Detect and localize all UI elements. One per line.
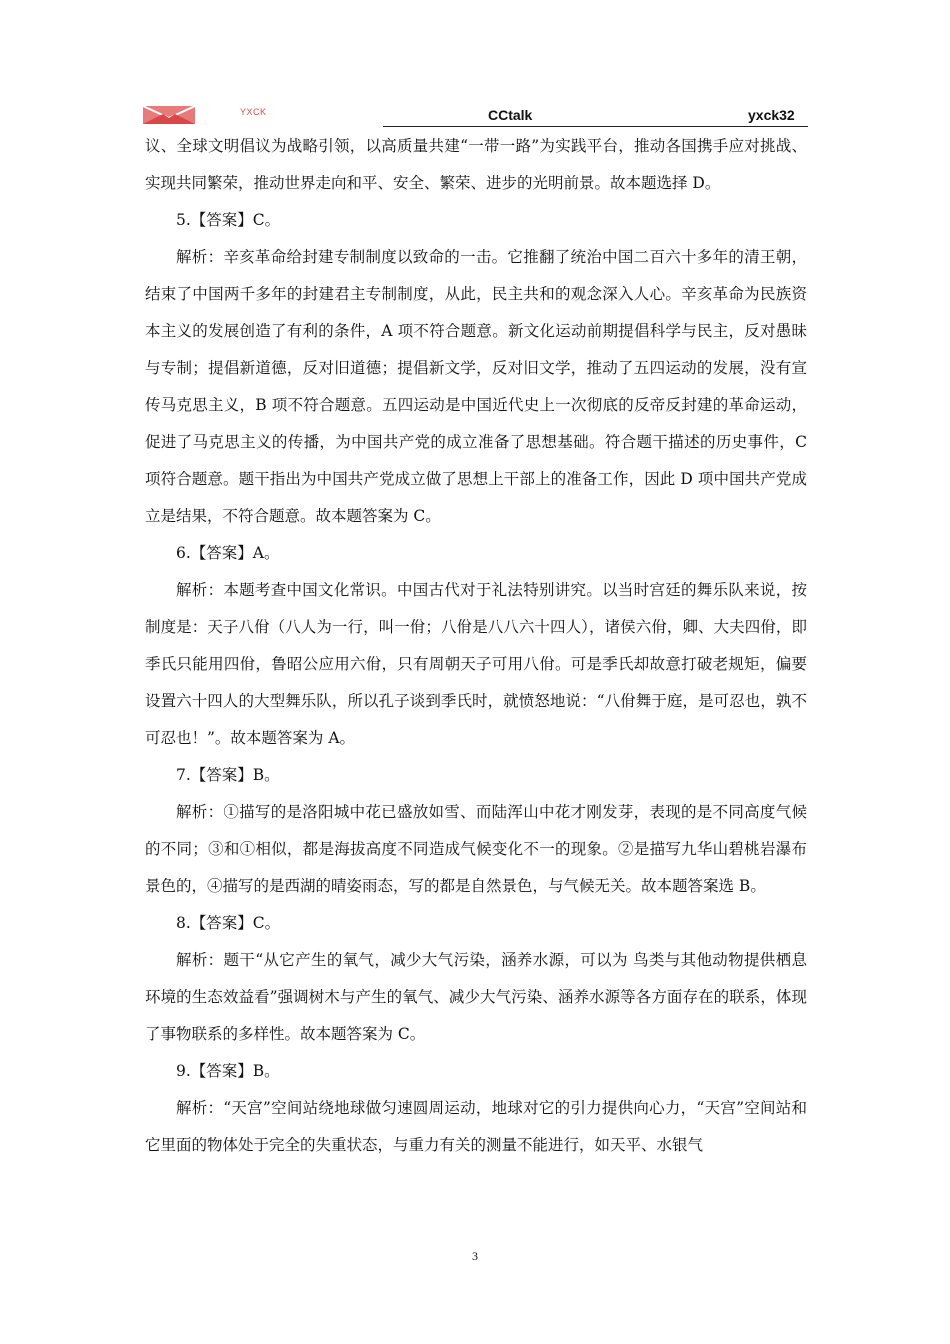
page-header [0,100,950,130]
answer-8: 8.【答案】C。 [176,914,281,932]
header-center-text: CCtalk [488,107,533,123]
answer-9: 9.【答案】B。 [176,1062,280,1080]
document-body [145,128,807,1164]
header-divider [383,126,808,127]
explanation-5: 解析：辛亥革命给封建专制制度以致命的一击。它推翻了统治中国二百六十多年的清王朝，结束了中国两千多年的封建君主专制制度，从此，民主共和的观念深入人心。辛亥革命为民族资本主义的发展创造了有利的条件，A 项不符合题意。新文化运动前期提倡科学与民主，反对愚昧与专制；提倡新道德，反对旧道德；提倡新文学，反对旧文学，推动了五四运动的发展，没有宣传马克思主义，B 项不符合题意。五四运动是中国近代史上一次彻底的反帝反封建的革命运动，促进了马克思主义的传播，为中国共产党的成立准备了思想基础。符合题干描述的历史事件，C 项符合题意。题干指出为中国共产党成立做了思想上干部上的准备工作，因此 D 项中国共产党成立是结果，不符合题意。故本题答案为 C。 [145,248,807,525]
logo-icon [143,106,195,124]
paragraph-continuation: 议、全球文明倡议为战略引领，以高质量共建“一带一路”为实践平台，推动各国携手应对挑战、实现共同繁荣，推动世界走向和平、安全、繁荣、进步的光明前景。故本题选择 D。 [145,137,807,192]
logo-text: YXCK [240,107,267,117]
explanation-8: 解析：题干“从它产生的氧气，减少大气污染，涵养水源，可以为 鸟类与其他动物提供栖息环境的生态效益看”强调树木与产生的氧气、减少大气污染、涵养水源等各方面存在的联系，体现了事物联系的多样性。故本题答案为 C。 [145,951,807,1043]
answer-5: 5.【答案】C。 [176,211,281,229]
explanation-6: 解析：本题考查中国文化常识。中国古代对于礼法特别讲究。以当时宫廷的舞乐队来说，按制度是：天子八佾（八人为一行，叫一佾；八佾是八八六十四人），诸侯六佾，卿、大夫四佾，即季氏只能用四佾，鲁昭公应用六佾，只有周朝天子可用八佾。可是季氏却故意打破老规矩，偏要设置六十四人的大型舞乐队，所以孔子谈到季氏时，就愤怒地说：“八佾舞于庭，是可忍也，孰不可忍也！”。故本题答案为 A。 [145,581,807,747]
page-number: 3 [472,1249,478,1263]
header-right-text: yxck32 [748,107,795,123]
answer-6: 6.【答案】A。 [176,544,280,562]
explanation-7: 解析：①描写的是洛阳城中花已盛放如雪、而陆浑山中花才刚发芽，表现的是不同高度气候的不同；③和①相似，都是海拔高度不同造成气候变化不一的现象。②是描写九华山碧桃岩瀑布景色的，④描写的是西湖的晴姿雨态，写的都是自然景色，与气候无关。故本题答案选 B。 [145,803,807,895]
explanation-9: 解析：“天宫”空间站绕地球做匀速圆周运动，地球对它的引力提供向心力，“天宫”空间站和它里面的物体处于完全的失重状态，与重力有关的测量不能进行，如天平、水银气 [145,1099,807,1154]
answer-7: 7.【答案】B。 [176,766,280,784]
